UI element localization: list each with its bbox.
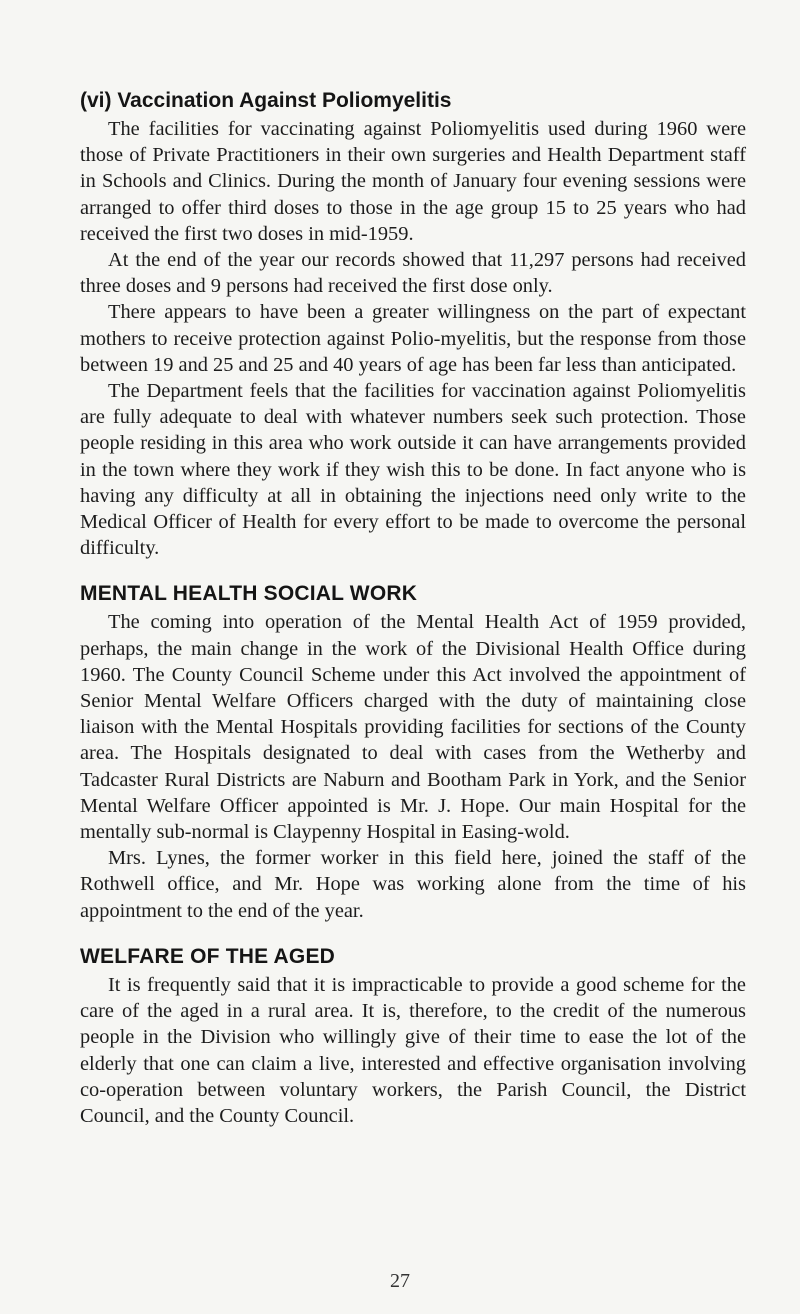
paragraph: There appears to have been a greater willingness on the part of expectant mothers to receive protection against Polio-myelitis, but the response from those between 19 and 25 and 25 and 40 years of age has been far less than anticipated. (80, 301, 746, 376)
paragraph: The facilities for vaccinating against Poliomyelitis used during 1960 were those of Private Practitioners in their own surgeries and Health Department staff in Schools and Clinics. During the month of January four evening sessions were arranged to offer third doses to those in the age group 15 to 25 years who had received the first two doses in mid-1959. (80, 118, 746, 245)
section-heading: (vi) Vaccination Against Poliomyelitis (80, 89, 452, 112)
paragraph: The coming into operation of the Mental Health Act of 1959 provided, perhaps, the main change in the work of the Divisional Health Office during 1960. The County Council Scheme under this Act involved the appointment of Senior Mental Welfare Officers charged with the duty of maintaining close liaison with the Mental Hospitals providing facilities for sections of the County area. The Hospitals designated to deal with cases from the Wetherby and Tadcaster Rural Districts are Naburn and Bootham Park in York, and the Senior Mental Welfare Officer appointed is Mr. J. Hope. Our main Hospital for the mentally sub-normal is Claypenny Hospital in Easing-wold. (80, 611, 746, 844)
section-heading: MENTAL HEALTH SOCIAL WORK (80, 582, 418, 606)
section-mental-health (80, 579, 746, 923)
section-polio-vaccination (80, 86, 746, 561)
paragraph: The Department feels that the facilities for vaccination against Poliomyelitis are fully adequate to deal with whatever numbers seek such protection. Those people residing in this area who work outside it can have arrangements provided in the town where they work if they wish this to be done. In fact anyone who is having any difficulty at all in obtaining the injections need only write to the Medical Officer of Health for every effort to be made to overcome the personal difficulty. (80, 380, 746, 560)
paragraph: It is frequently said that it is impracticable to provide a good scheme for the care of the aged in a rural area. It is, therefore, to the credit of the numerous people in the Division who willingly give of their time to ease the lot of the elderly that one can claim a live, interested and effective organisation involving co-operation between voluntary workers, the Parish Council, the District Council, and the County Council. (80, 973, 746, 1127)
paragraph: At the end of the year our records showed that 11,297 persons had received three doses and 9 persons had received the first dose only. (80, 249, 746, 298)
section-welfare-aged (80, 942, 746, 1129)
section-heading: WELFARE OF THE AGED (80, 944, 336, 968)
paragraph: Mrs. Lynes, the former worker in this field here, joined the staff of the Rothwell office, and Mr. Hope was working alone from the time of his appointment to the end of the year. (80, 847, 746, 922)
page-number: 27 (390, 1270, 410, 1292)
